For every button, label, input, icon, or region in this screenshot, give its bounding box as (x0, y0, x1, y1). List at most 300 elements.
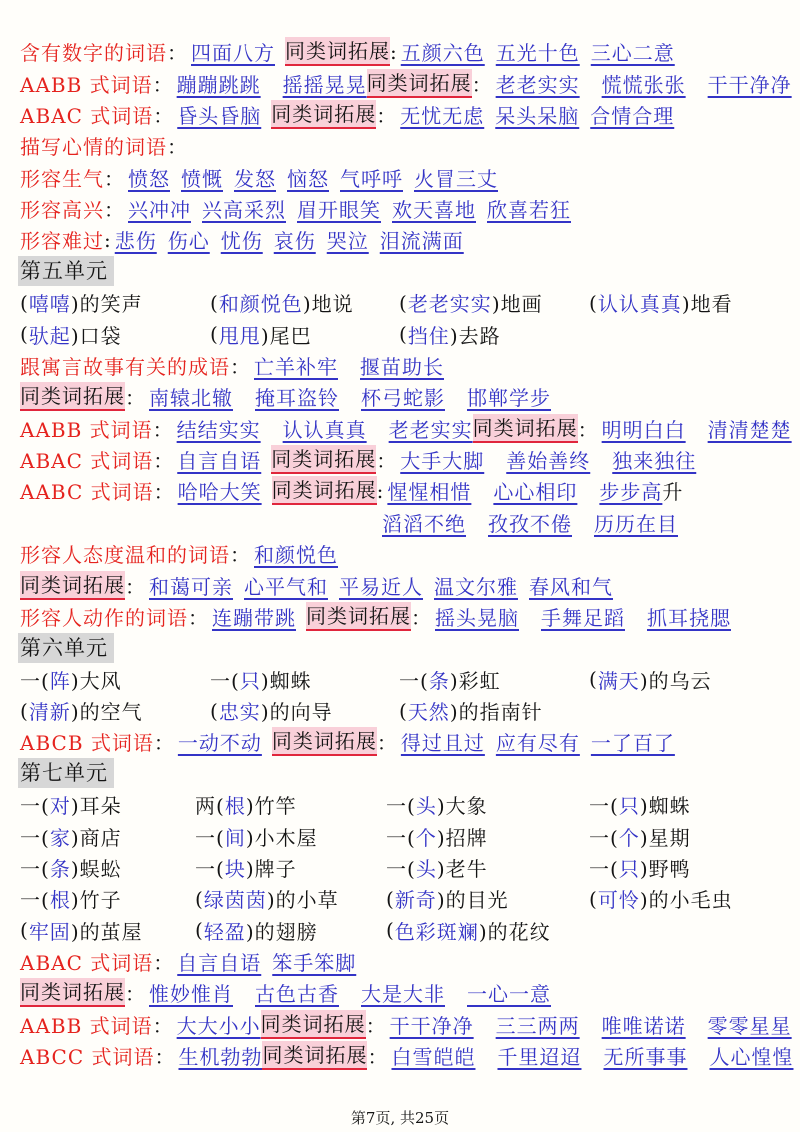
vocab-word: 人心惶惶 (709, 1045, 794, 1070)
phrase-cell (195, 822, 386, 851)
vocab-word: 一心一意 (467, 982, 551, 1007)
plain-text: ： (152, 72, 174, 97)
phrase-cell (20, 884, 195, 913)
plain-text: 一( (20, 888, 50, 913)
vocab-word: 欣喜若狂 (487, 198, 571, 223)
plain-text: ： (153, 951, 175, 976)
plain-text: ： (230, 543, 251, 568)
vocab-word: 老老实实 (495, 72, 580, 97)
plain-text: )野鸭 (639, 856, 691, 881)
line-measure-phrases (20, 789, 800, 820)
line-abac-extension (20, 977, 800, 1008)
plain-text: 一( (589, 794, 619, 819)
fill-word: 天然 (407, 700, 450, 725)
fill-word: 满天 (597, 668, 640, 693)
fill-word: 和颜悦色 (218, 292, 303, 317)
plain-text: 一( (20, 856, 50, 881)
phrase-cell (386, 853, 589, 882)
plain-text: ： (577, 417, 599, 442)
plain-text: )竹竿 (245, 794, 297, 819)
vocab-word: 合情合理 (590, 103, 675, 128)
plain-text: 一( (210, 668, 240, 693)
plain-text: ( (589, 667, 598, 692)
plain-text: )的目光 (436, 888, 509, 913)
phrase-cell (589, 822, 800, 851)
plain-text: : (390, 39, 398, 64)
line-gentle-extension (20, 569, 800, 600)
vocab-word: 心平气和 (244, 574, 328, 599)
vocab-word: 一了百了 (590, 731, 675, 756)
vocab-word: 恼怒 (287, 166, 329, 191)
category-label: ABCB 式词语 (20, 731, 154, 756)
plain-text: ( (210, 290, 219, 315)
vocab-word: 忧伤 (220, 229, 263, 254)
plain-text: 一( (589, 825, 619, 850)
plain-text: ( (399, 290, 408, 315)
vocab-word: 独来独往 (612, 449, 697, 474)
vocab-word: 清清楚楚 (707, 417, 792, 442)
category-label: AABC 式词语 (20, 480, 154, 505)
fill-word: 认认真真 (597, 292, 682, 317)
line-aabc-words (20, 475, 800, 506)
category-label: 形容高兴 (20, 198, 104, 223)
plain-text: ( (589, 290, 598, 315)
fill-word: 只 (618, 794, 640, 819)
plain-text: ( (195, 918, 204, 943)
fill-word: 根 (224, 794, 246, 819)
vocab-word: 无所事事 (603, 1045, 688, 1070)
vocab-word: 哀伤 (273, 229, 316, 254)
plain-text: ： (154, 1045, 176, 1070)
line-angry-words (20, 162, 800, 193)
plain-text: )地看 (681, 292, 733, 317)
line-aabb-words (20, 1009, 800, 1040)
plain-text: ： (153, 449, 175, 474)
line-fable-idioms (20, 350, 800, 381)
phrase-cell (386, 822, 589, 851)
line-mood-words-title (20, 130, 800, 161)
plain-text: 一( (386, 825, 416, 850)
vocab-word: 愤怒 (128, 166, 170, 191)
extension-tag: 同类词拓展 (261, 1010, 366, 1039)
plain-text: )的花纹 (478, 919, 551, 944)
line-fill-phrases (20, 318, 800, 349)
plain-text: 一( (20, 794, 50, 819)
line-sad-words (20, 224, 800, 255)
fill-word: 挡住 (407, 323, 450, 348)
phrase-cell (210, 288, 399, 317)
extension-tag: 同类词拓展 (271, 445, 376, 474)
vocab-word: 结结实实 (176, 417, 261, 442)
fill-word: 间 (224, 825, 246, 850)
phrase-cell (195, 884, 386, 913)
vocab-word: 三三两两 (495, 1013, 580, 1038)
category-label: ABCC 式词语 (20, 1045, 155, 1070)
line-fill-phrases (20, 695, 800, 726)
vocab-word: 摇头晃脑 (435, 605, 519, 630)
fill-word: 根 (49, 888, 71, 913)
phrase-cell (20, 790, 195, 819)
phrase-cell (20, 696, 210, 725)
vocab-word: 步步高 (599, 480, 663, 505)
extension-tag: 同类词拓展 (473, 414, 578, 443)
vocab-word: 生机勃勃 (178, 1045, 263, 1070)
plain-text: )的向导 (260, 700, 333, 725)
plain-text: )尾巴 (260, 323, 312, 348)
phrase-cell (20, 916, 195, 945)
vocab-word: 零零星星 (707, 1013, 792, 1038)
extension-tag: 同类词拓展 (262, 1041, 367, 1070)
fill-word: 牢固 (28, 919, 71, 944)
plain-text: )老牛 (436, 856, 488, 881)
plain-text: )的翅膀 (245, 919, 318, 944)
vocab-word: 伤心 (167, 229, 210, 254)
category-label: 跟寓言故事有关的成语 (20, 354, 230, 379)
vocab-word: 干干净净 (707, 72, 792, 97)
vocab-word: 眉开眼笑 (297, 198, 381, 223)
plain-text: 两( (195, 794, 225, 819)
plain-text: ( (20, 698, 29, 723)
vocab-word: 兴冲冲 (128, 198, 191, 223)
unit-heading: 第七单元 (18, 758, 114, 788)
vocab-word: 愤慨 (181, 166, 223, 191)
vocab-word: 得过且过 (400, 731, 485, 756)
vocab-word: 邯郸学步 (467, 386, 551, 411)
plain-text: ： (230, 354, 251, 379)
plain-text: 一( (195, 825, 225, 850)
vocab-word: 悲伤 (114, 229, 157, 254)
plain-text: ： (104, 166, 125, 191)
plain-text: )彩虹 (449, 668, 501, 693)
fill-word: 块 (224, 856, 246, 881)
plain-text: ： (376, 449, 398, 474)
line-action-words (20, 601, 800, 632)
category-label: AABB 式词语 (20, 417, 153, 442)
plain-text: ( (386, 918, 395, 943)
vocab-word: 和蔼可亲 (149, 574, 233, 599)
line-abcb-words (20, 726, 800, 757)
plain-text: )耳朵 (70, 794, 122, 819)
vocab-word: 应有尽有 (495, 731, 580, 756)
plain-text: ： (188, 605, 209, 630)
vocab-word: 掩耳盗铃 (255, 386, 339, 411)
category-label: AABB 式词语 (20, 1013, 153, 1038)
vocab-word: 古色古香 (255, 982, 339, 1007)
fill-word: 甩甩 (218, 323, 261, 348)
phrase-cell (210, 696, 399, 725)
fill-word: 忠实 (218, 700, 261, 725)
plain-text: )口袋 (70, 323, 122, 348)
category-label: 形容人动作的词语 (20, 605, 188, 630)
phrase-cell (589, 884, 800, 913)
fill-word: 色彩斑斓 (394, 919, 479, 944)
unit-5-heading-row (20, 256, 800, 287)
line-fill-phrases (20, 287, 800, 318)
plain-text: 一( (386, 794, 416, 819)
vocab-word: 四面八方 (191, 41, 275, 66)
plain-text: )的茧屋 (70, 919, 143, 944)
vocab-word: 认认真真 (282, 417, 367, 442)
phrase-cell (210, 320, 399, 349)
fill-word: 对 (49, 794, 71, 819)
extension-tag: 同类词拓展 (272, 727, 377, 756)
plain-text: )的笑声 (70, 292, 143, 317)
plain-text: ： (104, 198, 125, 223)
extension-tag: 同类词拓展 (20, 978, 125, 1007)
plain-text: ( (20, 322, 29, 347)
vocab-word: 抓耳挠腮 (647, 605, 731, 630)
fill-word: 个 (618, 825, 640, 850)
extension-tag: 同类词拓展 (306, 602, 411, 631)
phrase-cell (589, 790, 800, 819)
vocab-word: 哈哈大笑 (177, 480, 262, 505)
phrase-cell (195, 790, 386, 819)
plain-text: ： (153, 103, 175, 128)
plain-text: ： (376, 731, 398, 756)
vocab-word: 善始善终 (506, 449, 591, 474)
plain-text: ( (399, 322, 408, 347)
fill-word: 可怜 (597, 888, 640, 913)
plain-text: ： (152, 417, 174, 442)
fill-word: 嘻嘻 (28, 292, 71, 317)
phrase-cell (210, 665, 399, 694)
plain-text: 一( (399, 668, 429, 693)
phrase-cell (386, 884, 589, 913)
plain-text: ： (125, 574, 146, 599)
plain-text: ( (20, 290, 29, 315)
vocab-word: 春风和气 (529, 574, 613, 599)
vocab-word: 笨手笨脚 (272, 951, 357, 976)
vocab-word: 慌慌张张 (601, 72, 686, 97)
line-aabb-words (20, 67, 800, 98)
line-abcc-words (20, 1040, 800, 1071)
plain-text: ( (399, 698, 408, 723)
phrase-cell (386, 790, 589, 819)
vocab-word: 温文尔雅 (434, 574, 518, 599)
extension-tag: 同类词拓展 (20, 382, 125, 411)
extension-tag: 同类词拓展 (367, 69, 472, 98)
line-fable-extension (20, 381, 800, 412)
vocab-word: 白雪皑皑 (391, 1045, 476, 1070)
plain-text: ( (195, 886, 204, 911)
plain-text: : (104, 227, 112, 252)
plain-text: 一( (386, 856, 416, 881)
vocab-word: 心心相印 (493, 480, 578, 505)
vocab-word: 大是大非 (361, 982, 445, 1007)
unit-6-heading-row (20, 632, 800, 663)
phrase-cell (399, 665, 589, 694)
vocab-word: 大手大脚 (400, 449, 485, 474)
vocab-word: 兴高采烈 (202, 198, 286, 223)
phrase-cell (399, 320, 589, 349)
plain-text: )招牌 (436, 825, 488, 850)
vocab-word: 发怒 (234, 166, 276, 191)
vocab-word: 连蹦带跳 (212, 605, 296, 630)
line-happy-words (20, 193, 800, 224)
plain-text: )牌子 (245, 856, 297, 881)
phrase-cell (20, 853, 195, 882)
plain-text: ： (167, 135, 188, 160)
plain-text: ： (471, 72, 493, 97)
fill-word: 清新 (28, 700, 71, 725)
category-label: 形容难过 (20, 229, 104, 254)
vocab-word: 自言自语 (177, 449, 262, 474)
line-abac-words (20, 99, 800, 130)
phrase-cell (20, 288, 210, 317)
vocab-word: 平易近人 (339, 574, 423, 599)
vocab-word: 无忧无虑 (400, 103, 485, 128)
phrase-cell (589, 288, 800, 317)
plain-text: ( (589, 886, 598, 911)
category-label: ABAC 式词语 (20, 449, 154, 474)
phrase-cell (589, 853, 800, 882)
vocab-word: 滔滔不绝 (382, 511, 466, 536)
plain-text: )大风 (70, 668, 122, 693)
vocab-word: 摇摇晃晃 (282, 72, 367, 97)
plain-text: 升 (662, 480, 684, 505)
fill-word: 条 (428, 668, 450, 693)
vocab-word: 五颜六色 (400, 41, 485, 66)
phrase-cell (399, 696, 589, 725)
plain-text: ： (153, 731, 175, 756)
plain-text: )去路 (449, 323, 501, 348)
plain-text: )蜘蛛 (639, 794, 691, 819)
vocab-word: 三心二意 (590, 41, 675, 66)
plain-text: ： (376, 103, 398, 128)
phrase-cell (399, 288, 589, 317)
fill-word: 驮起 (28, 323, 71, 348)
vocab-word: 呆头呆脑 (495, 103, 580, 128)
plain-text: ( (20, 918, 29, 943)
vocab-word: 和颜悦色 (254, 543, 338, 568)
phrase-cell (386, 916, 589, 945)
line-abac-words (20, 946, 800, 977)
vocab-word: 干干净净 (389, 1013, 474, 1038)
category-label: ABAC 式词语 (20, 951, 154, 976)
extension-tag: 同类词拓展 (20, 571, 125, 600)
vocab-word: 历历在目 (594, 511, 678, 536)
vocab-word: 泪流满面 (379, 229, 464, 254)
unit-7-heading-row (20, 758, 800, 789)
fill-word: 只 (239, 668, 261, 693)
plain-text: ( (210, 322, 219, 347)
fill-word: 个 (415, 825, 437, 850)
line-gentle-attitude-words (20, 538, 800, 569)
page-number: 第7页, 共25页 (350, 1109, 450, 1127)
fill-word: 只 (618, 856, 640, 881)
plain-text: 一( (589, 856, 619, 881)
extension-tag: 同类词拓展 (285, 37, 390, 66)
plain-text: )的乌云 (639, 668, 712, 693)
plain-text: : (376, 478, 385, 503)
unit-heading: 第五单元 (18, 256, 114, 286)
plain-text: )地说 (302, 292, 354, 317)
line-fill-phrases (20, 915, 800, 946)
vocab-word: 千里迢迢 (497, 1045, 582, 1070)
plain-text: ： (365, 1013, 387, 1038)
extension-tag: 同类词拓展 (271, 100, 376, 129)
plain-text: ： (125, 982, 146, 1007)
category-label: 含有数字的词语 (20, 41, 167, 66)
vocab-word: 蹦蹦跳跳 (176, 72, 261, 97)
line-measure-phrases (20, 664, 800, 695)
phrase-cell (20, 822, 195, 851)
category-label: AABB 式词语 (20, 72, 153, 97)
category-label: 描写心情的词语 (20, 135, 167, 160)
extension-tag: 同类词拓展 (272, 476, 377, 505)
fill-word: 老老实实 (407, 292, 492, 317)
category-label: 形容人态度温和的词语 (20, 543, 230, 568)
plain-text: )大象 (436, 794, 488, 819)
unit-heading: 第六单元 (18, 633, 114, 663)
vocab-word: 孜孜不倦 (488, 511, 572, 536)
fill-word: 新奇 (394, 888, 437, 913)
category-label: 形容生气 (20, 166, 104, 191)
plain-text: )蜘蛛 (260, 668, 312, 693)
plain-text: ： (125, 386, 146, 411)
plain-text: 一( (20, 825, 50, 850)
line-aabb-words (20, 413, 800, 444)
page-content (20, 36, 800, 1071)
vocab-word: 唯唯诺诺 (601, 1013, 686, 1038)
vocab-word: 惟妙惟肖 (149, 982, 233, 1007)
plain-text: ( (210, 698, 219, 723)
line-measure-phrases (20, 820, 800, 851)
line-measure-phrases (20, 852, 800, 883)
plain-text: 一( (20, 668, 50, 693)
vocab-word: 自言自语 (177, 951, 262, 976)
vocab-word: 大大小小 (176, 1013, 261, 1038)
vocab-word: 手舞足蹈 (541, 605, 625, 630)
vocab-word: 老老实实 (388, 417, 473, 442)
plain-text: )竹子 (70, 888, 122, 913)
fill-word: 条 (49, 856, 71, 881)
fill-word: 轻盈 (203, 919, 246, 944)
plain-text: ( (386, 886, 395, 911)
vocab-word: 哭泣 (326, 229, 369, 254)
phrase-cell (195, 853, 386, 882)
vocab-word: 揠苗助长 (360, 354, 444, 379)
plain-text: ： (411, 605, 432, 630)
fill-word: 头 (415, 856, 437, 881)
plain-text: )蜈蚣 (70, 856, 122, 881)
vocab-word: 一动不动 (177, 731, 262, 756)
vocab-word: 惺惺相惜 (387, 480, 472, 505)
line-abac-words (20, 444, 800, 475)
category-label: ABAC 式词语 (20, 103, 154, 128)
fill-word: 绿茵茵 (203, 888, 267, 913)
vocab-word: 五光十色 (495, 41, 580, 66)
plain-text: )的小草 (266, 888, 339, 913)
vocab-word: 亡羊补牢 (254, 354, 338, 379)
plain-text: )的指南针 (449, 700, 543, 725)
vocab-word: 欢天喜地 (392, 198, 476, 223)
phrase-cell (195, 916, 386, 945)
plain-text: )星期 (639, 825, 691, 850)
vocab-word: 昏头昏脑 (177, 103, 262, 128)
plain-text: )地画 (491, 292, 543, 317)
phrase-cell (20, 665, 210, 694)
line-fill-phrases (20, 883, 800, 914)
plain-text: )小木屋 (245, 825, 318, 850)
plain-text: ： (167, 41, 188, 66)
plain-text: ： (152, 1013, 174, 1038)
plain-text: )商店 (70, 825, 122, 850)
fill-word: 家 (49, 825, 71, 850)
plain-text: 一( (195, 856, 225, 881)
plain-text: ： (367, 1045, 389, 1070)
phrase-cell (20, 320, 210, 349)
